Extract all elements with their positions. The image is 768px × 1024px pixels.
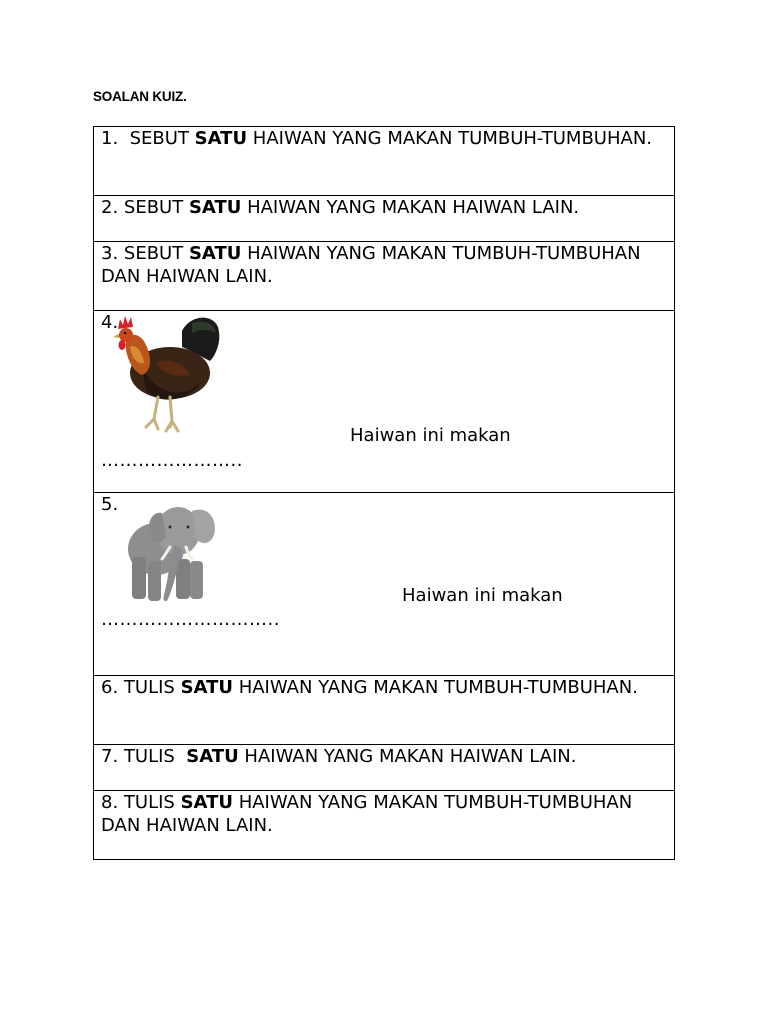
question-row-7 <box>94 745 675 791</box>
rooster-image <box>112 311 222 439</box>
question-text-8: 8. TULIS SATU HAIWAN YANG MAKAN TUMBUH-TUMBUHAN DAN HAIWAN LAIN. <box>101 792 633 836</box>
question-row-6 <box>94 676 675 745</box>
question-row-3 <box>94 242 675 311</box>
question-cell-2 <box>94 196 675 242</box>
question-cell-4 <box>94 311 675 493</box>
question-cell-7 <box>94 745 675 791</box>
question-cell-5 <box>94 493 675 676</box>
answer-prompt-5: Haiwan ini makan <box>402 585 563 606</box>
question-text-2: 2. SEBUT SATU HAIWAN YANG MAKAN HAIWAN LAIN. <box>101 197 580 218</box>
question-row-1 <box>94 127 675 196</box>
question-cell-8 <box>94 791 675 860</box>
question-number-4: 4. <box>101 312 119 333</box>
question-text-6: 6. TULIS SATU HAIWAN YANG MAKAN TUMBUH-TUMBUHAN. <box>101 677 638 698</box>
quiz-table <box>93 126 675 860</box>
question-cell-1 <box>94 127 675 196</box>
question-row-2 <box>94 196 675 242</box>
question-cell-6 <box>94 676 675 745</box>
question-row-4 <box>94 311 675 493</box>
question-text-3: 3. SEBUT SATU HAIWAN YANG MAKAN TUMBUH-TUMBUHAN DAN HAIWAN LAIN. <box>101 243 641 287</box>
question-text-1: 1. SEBUT SATU HAIWAN YANG MAKAN TUMBUH-TUMBUHAN. <box>101 128 653 149</box>
question-row-8 <box>94 791 675 860</box>
question-row-5 <box>94 493 675 676</box>
answer-blank-4[interactable]: ………………….. <box>101 450 243 471</box>
question-number-5: 5. <box>101 494 119 515</box>
elephant-image <box>126 501 218 607</box>
question-cell-3 <box>94 242 675 311</box>
quiz-title: SOALAN KUIZ. <box>93 89 187 104</box>
question-text-7: 7. TULIS SATU HAIWAN YANG MAKAN HAIWAN LAIN. <box>101 746 577 767</box>
answer-blank-5[interactable]: ……………………….. <box>101 609 280 630</box>
answer-prompt-4: Haiwan ini makan <box>350 425 511 446</box>
